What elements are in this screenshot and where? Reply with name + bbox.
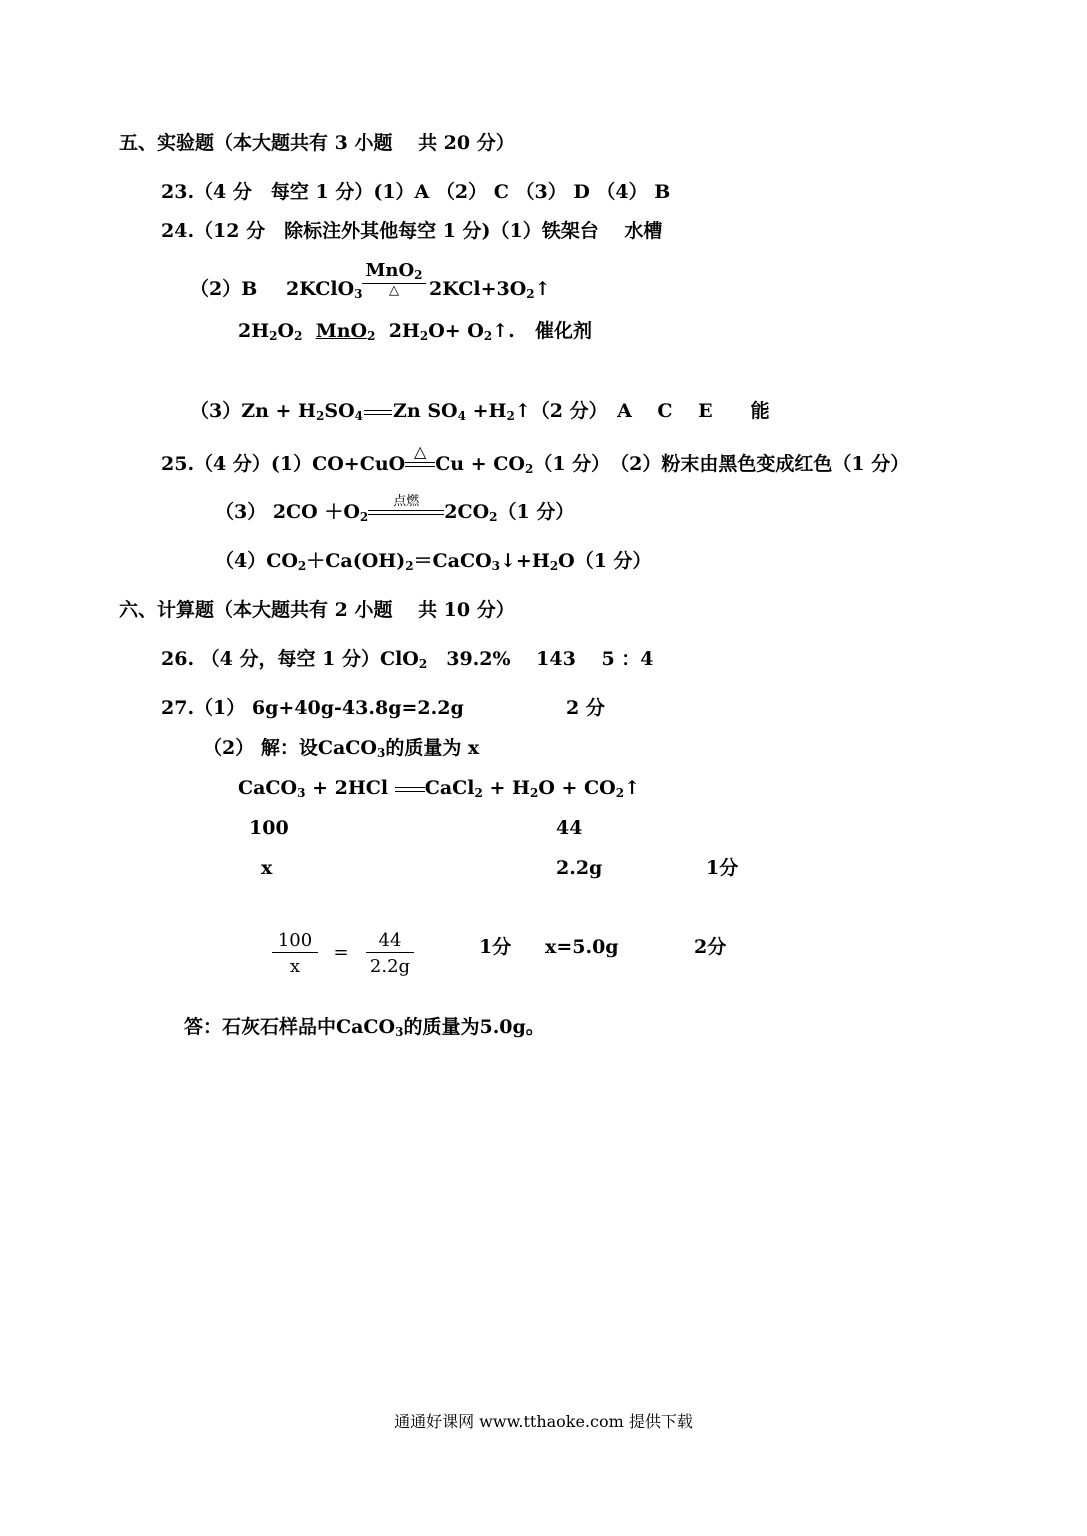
q27-ratio-score: 1分 (706, 857, 739, 879)
q25-ignite-condition: 点燃 (368, 500, 444, 524)
fraction1-numerator: 100 (277, 930, 313, 951)
q27-equation: CaCO$_3$ + 2HCl CaCl$_2$ + $H_2O$ + $CO_2↑$ (238, 777, 641, 800)
q27-part2-setup: （2） 解：设CaCO$_3$的质量为 x (203, 737, 480, 760)
q24-p3-equals-bar (364, 410, 392, 415)
q24-header: 24.（12 分 除标注外其他每空 1 分)（1）铁架台 水槽 (161, 220, 663, 242)
q24-eq1-left: 2KClO$_3$ (286, 278, 363, 301)
page-footer: 通通好课网 www.tthaoke.com 提供下载 (394, 1412, 693, 1431)
q27-part1-score: 2 分 (566, 697, 605, 719)
fraction2-denominator: 2.2g (369, 956, 411, 977)
q27-ratio-right-1: 44 (556, 817, 583, 839)
q25-line2: （3） $2CO +O_2$ 点燃 $2CO_2(1$ 分） (215, 494, 575, 524)
q24-p3: $(3)Zn + H_2SO_4$ Zn $SO_4$ $+H_2↑(2$ 分） A C E 能 (190, 400, 770, 423)
q27-part1: 27.（1） 6g+40g-43.8g=2.2g (161, 697, 464, 719)
fraction1-bar (272, 952, 318, 953)
q25-line3: $(4)CO_2+Ca(OH)_2=CaCO_3↓+H_2O(1$ 分） (215, 550, 652, 573)
section5-title: 五、实验题（本大题共有 3 小题 共 20 分） (119, 132, 515, 154)
q23-answer: 23.（4 分 每空 1 分）(1）A （2） C （3） D （4） B (161, 181, 671, 203)
q27-ratio-left-2: x (261, 857, 273, 879)
q25-line1: 25.（4 分）(1）CO+CuO △ $Cu + CO_2(1$ 分） （2）粉末由黑色变成红色（1 分） (161, 442, 910, 476)
q27-ratio-right-2: 2.2g (556, 857, 603, 879)
fraction1-denominator: x (289, 956, 301, 977)
q24-p2-prefix: （2）B (190, 278, 258, 300)
fraction-equals: = (333, 942, 349, 963)
q24-catalyst-answer: 催化剂 (535, 320, 593, 342)
q27-conclusion: 答：石灰石样品中CaCO$_3$的质量为5.0g。 (184, 1016, 545, 1039)
q24-eq1-right: $2KCl+3O_2↑$ (429, 278, 551, 301)
q24-eq2: $2H_2O_2$ MnO$_2$ $2H_2O+$ $O_2↑$. (238, 320, 515, 343)
fraction2-numerator: 44 (378, 930, 402, 951)
q27-result: x=5.0g (545, 936, 619, 958)
fraction-score: 1分 (479, 936, 512, 958)
q24-eq2-catalyst: MnO$_2$ (315, 320, 376, 343)
q24-eq1-heat: △ (389, 283, 399, 298)
q27-result-score: 2分 (694, 936, 727, 958)
q24-eq1-catalyst: MnO$_2$ (365, 260, 423, 282)
section6-title: 六、计算题（本大题共有 2 小题 共 10 分） (119, 599, 515, 621)
q26-answer: 26. （4 分，每空 1 分）ClO$_2$ 39.2% 143 5 ：4 (161, 648, 654, 671)
q25-heat-condition: △ (405, 452, 435, 476)
q27-equals-bar (395, 787, 425, 792)
q27-ratio-left-1: 100 (249, 817, 289, 839)
fraction2-bar (366, 952, 414, 953)
